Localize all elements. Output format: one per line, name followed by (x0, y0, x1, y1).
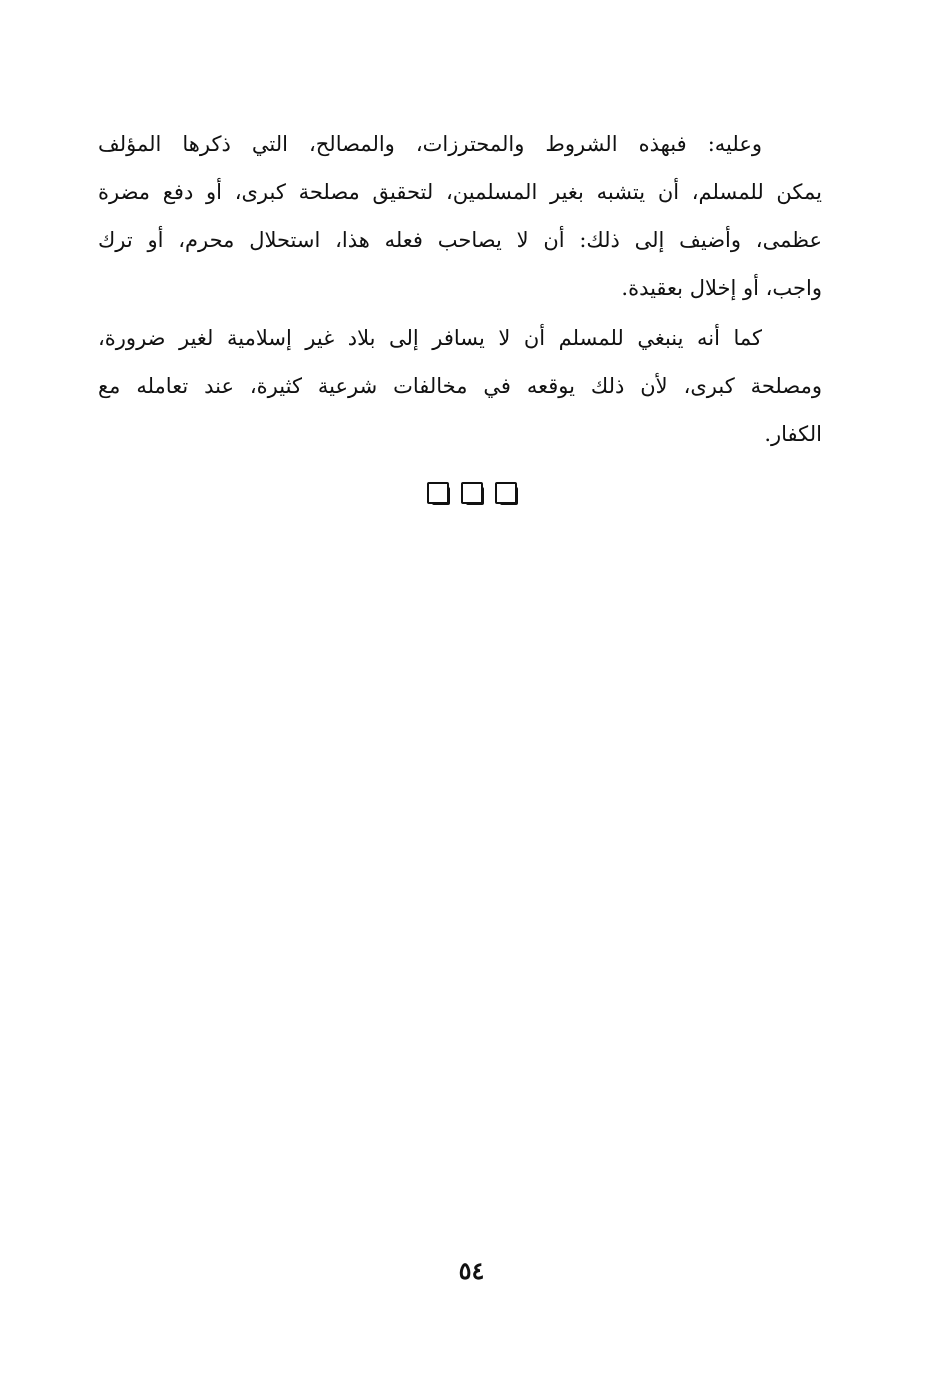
square-box-icon (495, 482, 517, 504)
paragraph-2 (98, 314, 822, 458)
paragraph-line: وعليه: فبهذه الشروط والمحترزات، والمصالح، التي ذكرها المؤلف (98, 132, 762, 156)
paragraph-line: يمكن للمسلم، أن يتشبه بغير المسلمين، لتحقيق مصلحة كبرى، أو دفع مضرة (98, 180, 822, 204)
paragraph-line: عظمى، وأضيف إلى ذلك: أن لا يصاحب فعله هذا، استحلال محرم، أو ترك (98, 228, 822, 252)
page-number: ٥٤ (458, 1256, 485, 1285)
section-separator (0, 482, 943, 508)
paragraph-line: واجب، أو إخلال بعقيدة. (621, 276, 822, 300)
paragraph-line: الكفار. (764, 422, 822, 446)
paragraph-1 (98, 120, 822, 312)
paragraph-line: كما أنه ينبغي للمسلم أن لا يسافر إلى بلاد غير إسلامية لغير ضرورة، (98, 326, 762, 350)
square-box-icon (461, 482, 483, 504)
square-box-icon (427, 482, 449, 504)
paragraph-line: ومصلحة كبرى، لأن ذلك يوقعه في مخالفات شرعية كثيرة، عند تعامله مع (98, 374, 822, 398)
